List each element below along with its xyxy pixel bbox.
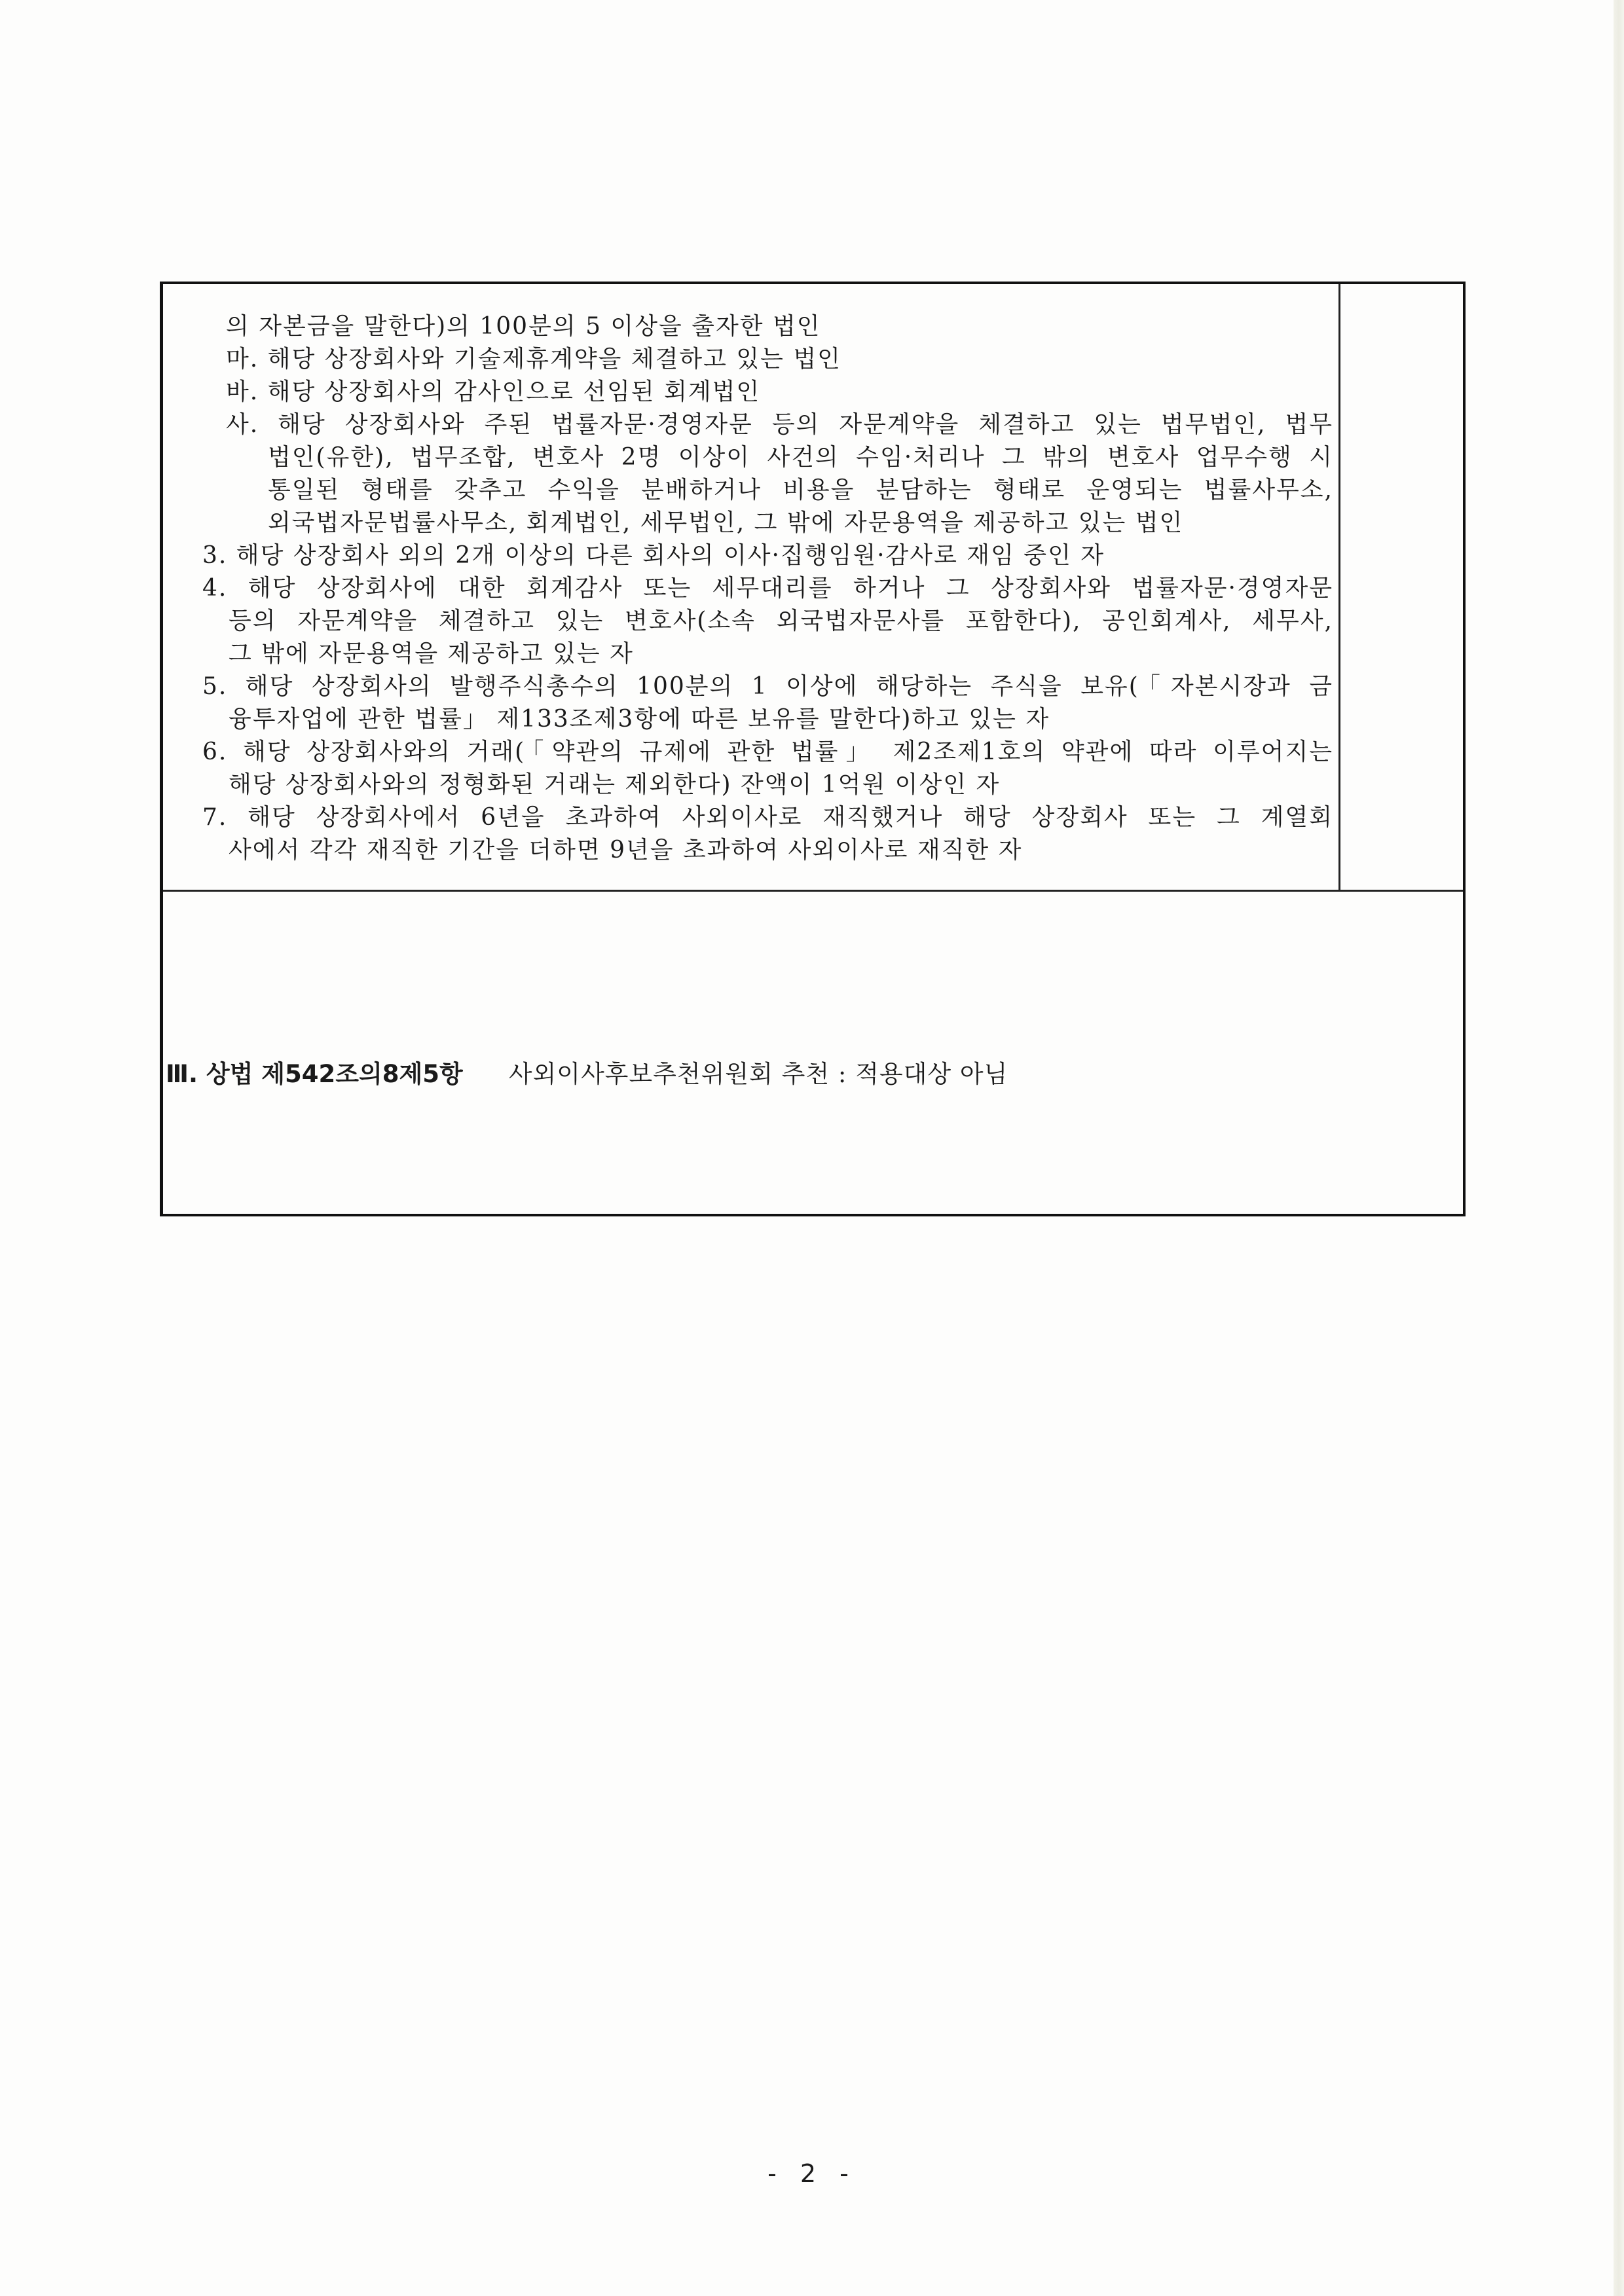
- scan-edge-strip: [1614, 0, 1624, 2296]
- criteria-line: 융투자업에 관한 법률」 제133조제3항에 따른 보유를 말한다)하고 있는 자: [229, 706, 1050, 733]
- section3-heading: Ⅲ. 상법 제542조의8제5항: [166, 1060, 463, 1088]
- remarks-cell: [1340, 284, 1463, 890]
- criteria-line: 5. 해당 상장회사의 발행주식총수의 100분의 1 이상에 해당하는 주식을 보유(「자본시장과 금: [202, 673, 1333, 700]
- criteria-line: 사에서 각각 재직한 기간을 더하면 9년을 초과하여 사외이사로 재직한 자: [229, 837, 1023, 864]
- criteria-line: 6. 해당 상장회사와의 거래(「약관의 규제에 관한 법률」 제2조제1호의 약관에 따라 이루어지는: [202, 738, 1333, 765]
- section3-line: [166, 1054, 1008, 1089]
- criteria-line: 3. 해당 상장회사 외의 2개 이상의 다른 회사의 이사·집행임원·감사로 재임 중인 자: [202, 542, 1105, 569]
- criteria-line: 등의 자문계약을 체결하고 있는 변호사(소속 외국법자문사를 포함한다), 공인회계사, 세무사,: [229, 608, 1333, 634]
- section3-row: [163, 892, 1463, 1214]
- criteria-line: 바. 해당 상장회사의 감사인으로 선임된 회계법인: [226, 378, 761, 405]
- criteria-line: 4. 해당 상장회사에 대한 회계감사 또는 세무대리를 하거나 그 상장회사와 법률자문·경영자문: [202, 575, 1333, 602]
- criteria-cell: [163, 284, 1340, 890]
- criteria-row: [163, 284, 1463, 892]
- criteria-line: 의 자본금을 말한다)의 100분의 5 이상을 출자한 법인: [226, 313, 821, 340]
- criteria-list: [202, 310, 1333, 867]
- criteria-line: 외국법자문법률사무소, 회계법인, 세무법인, 그 밖에 자문용역을 제공하고 있는 법인: [268, 509, 1184, 536]
- criteria-line: 마. 해당 상장회사와 기술제휴계약을 체결하고 있는 법인: [226, 346, 841, 373]
- criteria-line: 7. 해당 상장회사에서 6년을 초과하여 사외이사로 재직했거나 해당 상장회사 또는 그 계열회: [202, 804, 1333, 831]
- section3-text: 사외이사후보추천위원회 추천 : 적용대상 아님: [508, 1060, 1008, 1088]
- criteria-line: 통일된 형태를 갖추고 수익을 분배하거나 비용을 분담하는 형태로 운영되는 법률사무소,: [268, 477, 1333, 503]
- disclosure-table: [160, 282, 1466, 1216]
- criteria-line: 해당 상장회사와의 정형화된 거래는 제외한다) 잔액이 1억원 이상인 자: [229, 771, 1001, 798]
- criteria-line: 그 밖에 자문용역을 제공하고 있는 자: [229, 640, 634, 667]
- criteria-line: 사. 해당 상장회사와 주된 법률자문·경영자문 등의 자문계약을 체결하고 있는 법무법인, 법무: [226, 411, 1333, 438]
- page-number: - 2 -: [767, 2159, 857, 2188]
- criteria-line: 법인(유한), 법무조합, 변호사 2명 이상이 사건의 수임·처리나 그 밖의 변호사 업무수행 시: [268, 444, 1333, 471]
